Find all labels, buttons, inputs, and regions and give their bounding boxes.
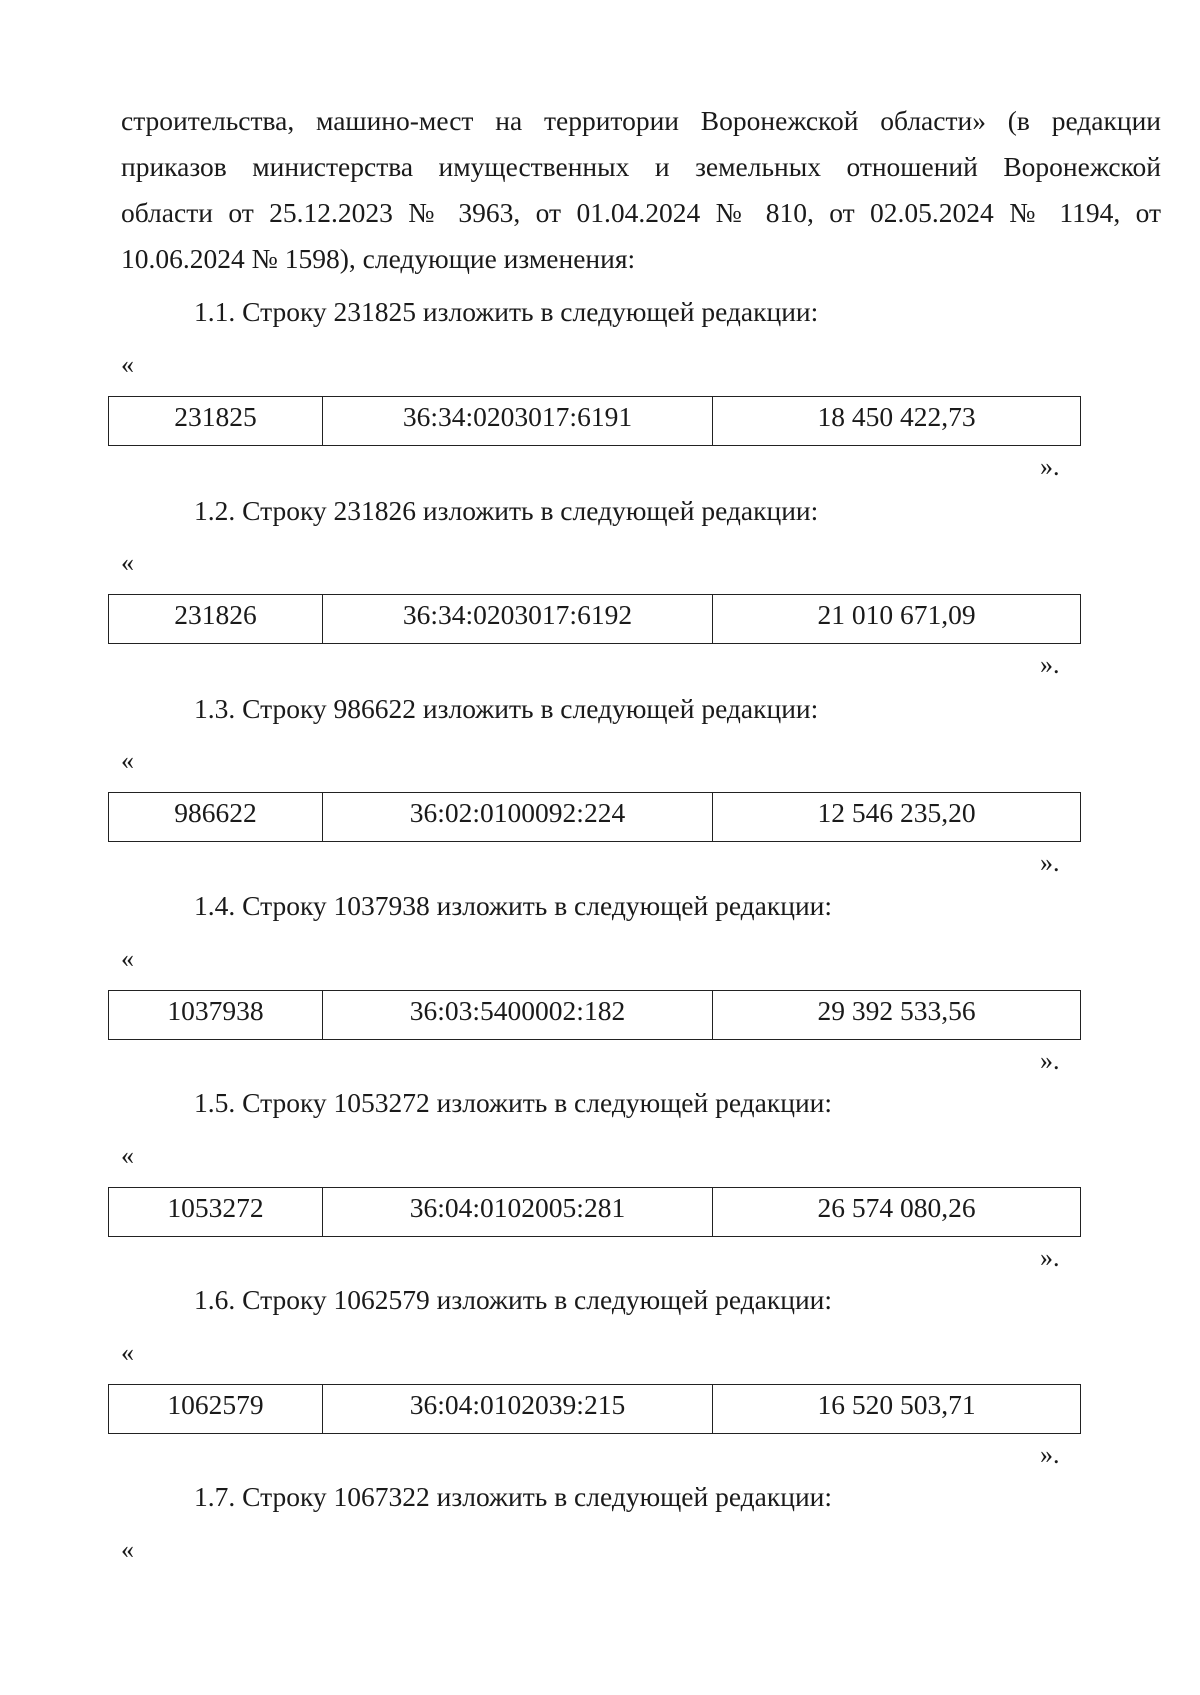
row-number-cell: 1062579 (109, 1385, 323, 1434)
table-row (109, 1188, 1081, 1237)
replacement-row-table (108, 1384, 1081, 1434)
item-heading: 1.3. Строку 986622 изложить в следующей редакции: (194, 693, 819, 724)
close-quote: ». (1040, 1440, 1060, 1469)
open-quote: « (121, 1141, 134, 1170)
close-quote: ». (1040, 452, 1060, 481)
cadastral-number-cell: 36:34:0203017:6191 (323, 397, 713, 446)
cadastral-number-cell: 36:04:0102005:281 (323, 1188, 713, 1237)
row-number-cell: 986622 (109, 793, 323, 842)
replacement-row-table (108, 792, 1081, 842)
value-cell: 16 520 503,71 (713, 1385, 1081, 1434)
replacement-row-table (108, 396, 1081, 446)
table-row (109, 397, 1081, 446)
replacement-row-table (108, 1187, 1081, 1237)
table-row (109, 595, 1081, 644)
close-quote: ». (1040, 848, 1060, 877)
row-number-cell: 231826 (109, 595, 323, 644)
open-quote: « (121, 944, 134, 973)
intro-line: строительства, машино-мест на территории Воронежской области» (в редакции (121, 105, 1161, 136)
close-quote: ». (1040, 1243, 1060, 1272)
intro-paragraph (121, 98, 1161, 282)
value-cell: 21 010 671,09 (713, 595, 1081, 644)
row-number-cell: 1053272 (109, 1188, 323, 1237)
close-quote: ». (1040, 1046, 1060, 1075)
open-quote: « (121, 1535, 134, 1564)
item-heading: 1.2. Строку 231826 изложить в следующей редакции: (194, 495, 819, 526)
row-number-cell: 231825 (109, 397, 323, 446)
cadastral-number-cell: 36:04:0102039:215 (323, 1385, 713, 1434)
intro-line: 10.06.2024 № 1598), следующие изменения: (121, 243, 636, 274)
item-heading: 1.6. Строку 1062579 изложить в следующей редакции: (194, 1284, 833, 1315)
table-row (109, 793, 1081, 842)
replacement-row-table (108, 594, 1081, 644)
cadastral-number-cell: 36:02:0100092:224 (323, 793, 713, 842)
value-cell: 29 392 533,56 (713, 991, 1081, 1040)
open-quote: « (121, 548, 134, 577)
open-quote: « (121, 746, 134, 775)
open-quote: « (121, 1338, 134, 1367)
row-number-cell: 1037938 (109, 991, 323, 1040)
item-heading: 1.4. Строку 1037938 изложить в следующей редакции: (194, 890, 833, 921)
table-row (109, 1385, 1081, 1434)
item-heading: 1.7. Строку 1067322 изложить в следующей редакции: (194, 1481, 833, 1512)
cadastral-number-cell: 36:03:5400002:182 (323, 991, 713, 1040)
intro-line: области от 25.12.2023 № 3963, от 01.04.2024 № 810, от 02.05.2024 № 1194, от (121, 197, 1161, 228)
item-heading: 1.1. Строку 231825 изложить в следующей редакции: (194, 296, 819, 327)
value-cell: 12 546 235,20 (713, 793, 1081, 842)
value-cell: 18 450 422,73 (713, 397, 1081, 446)
open-quote: « (121, 350, 134, 379)
replacement-row-table (108, 990, 1081, 1040)
value-cell: 26 574 080,26 (713, 1188, 1081, 1237)
table-row (109, 991, 1081, 1040)
close-quote: ». (1040, 650, 1060, 679)
cadastral-number-cell: 36:34:0203017:6192 (323, 595, 713, 644)
item-heading: 1.5. Строку 1053272 изложить в следующей редакции: (194, 1087, 833, 1118)
intro-line: приказов министерства имущественных и земельных отношений Воронежской (121, 151, 1161, 182)
